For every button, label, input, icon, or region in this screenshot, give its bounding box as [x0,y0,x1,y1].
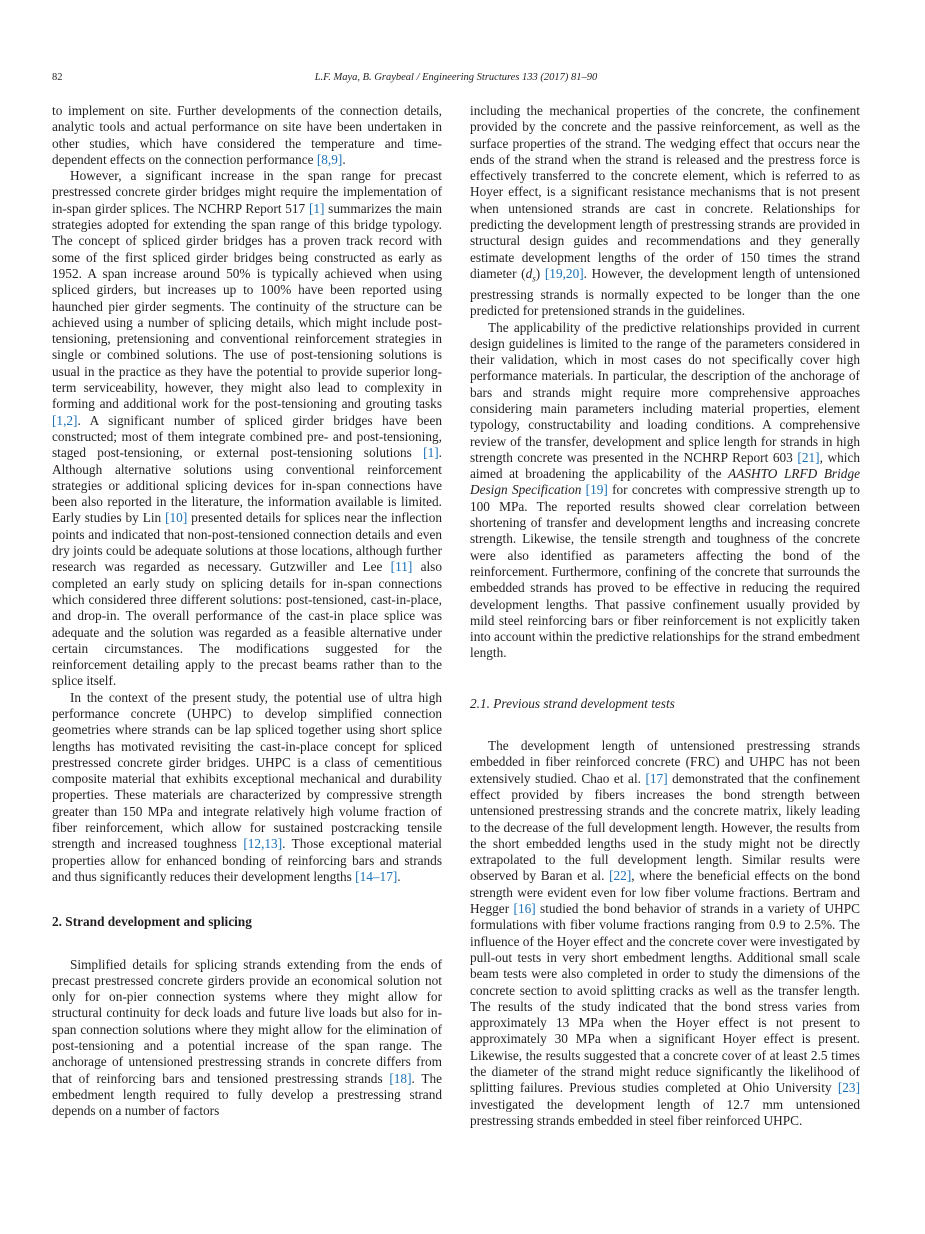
citation-link[interactable]: [22] [609,868,632,884]
paragraph: However, a significant increase in the span range for precast prestressed concrete girder bridges might require the implementation of in-span girder splices. The NCHRP Report 517 [1] summarizes the main strategies adopted for extending the span range of this bridge typology. The concept of spliced girder bridges has a proven track record with some of the first spliced girder bridges being constructed as early as 1952. A span increase around 50% is typically achieved when using spliced girders, but increases up to 100% have been reported using haunched pier girder segments. The continuity of the structure can be achieved using a number of splicing details, which might include post-tensioning, pretensioning and conventional reinforcement strategies in single or combined solutions. The use of post-tensioning solutions is usual in the practice as they have the potential to provide superior long-term serviceability, however, they might also lead to complexity in forming and additional work for the post-tensioning and grouting tasks [1,2]. A significant number of spliced girder bridges have been constructed; most of them integrate combined pre- and post-tensioning, staged post-tensioning, or external post-tensioning solutions [1]. Although alternative solutions using conventional reinforcement strategies or additional splicing devices for in-span connections have been also reported in the literature, the information available is limited. Early studies by Lin [10] presented details for splices near the inflection points and indicated that non-post-tensioned connection details and even dry joints could be adequate solutions at those locations, although further research was regarded as necessary. Gutzwiller and Lee [11] also completed an early study on splicing details for in-span connections which considered three different solutions: post-tensioned, cast-in-place, and drop-in. The overall performance of the cast-in place splice was adequate and the solution was regarded as a feasible alternative under certain circumstances. The modifications suggested for the reinforcement detailing apply to the precast beams rather than to the splice itself. [52,168,443,689]
paragraph: including the mechanical properties of the concrete, the confinement provided by the concrete and the passive reinforcement, as well as the surface properties of the strand. The wedging effect that occurs near the ends of the strand when the strand is released and the prestress force is effectively transferred to the concrete element, which is referred to as Hoyer effect, is a significant resistance mechanisms that is not present when untensioned strands are cast in concrete. Relationships for predicting the development length of prestressing strands are provided in structural design guides and recommendations and they generally estimate development lengths of the order of 150 times the strand diameter $(d_s)$ [19,20]. However, the development length of untensioned prestressing strands is normally expected to be longer than the one predicted for pretensioned strands in the guidelines. [470,103,860,319]
paragraph: The applicability of the predictive relationships provided in current design guidelines is limited to the range of the parameters considered in their validation, which in most cases do not specifically cover high performance materials. In particular, the description of the anchorage of bars and strands might require more comprehensive approaches considering main parameters including material properties, element typology, constructability and loading conditions. A comprehensive review of the transfer, development and splice length for strands in high strength concrete was presented in the NCHRP Report 603 [21], which aimed at broadening the applicability of the AASHTO LRFD Bridge Design Specification [19] for concretes with compressive strength up to 100 MPa. The reported results showed clear correlation between shortening of transfer and development lengths and increasing concrete strength. Likewise, the tensile strength and toughness of the concrete were also identified as parameters affecting the bond of the reinforcement. Furthermore, confining of the concrete that surrounds the embedded strands has proved to be effective in reducing the required development lengths. That passive confinement usually provided by mild steel reinforcing bars or fiber reinforcement is not explicitly taken into account within the predictive relationships for the strand embedment length. [470,319,861,661]
citation-link[interactable]: [1] [423,445,439,461]
citation-link[interactable]: [1,2] [52,412,78,428]
paragraph: to implement on site. Further developments of the connection details, analytic tools and actual performance on site have been undertaken in other studies, which have considered the temperature and time-dependent effects on the connection performance [8,9]. [52,103,442,167]
citation-link[interactable]: [23] [837,1080,860,1096]
citation-link[interactable]: [19] [585,482,608,498]
paragraph: The development length of untensioned prestressing strands embedded in fiber reinforced concrete (FRC) and UHPC has not been extensively studied. Chao et al. [17] demonstrated that the confinement effect provided by fibers increases the bond strength between untensioned prestressing strands and the concrete matrix, likely leading to the decrease of the full development length. However, the results from the short embedded lengths used in the study might not be directly extrapolated to the full development length. Similar results were observed by Baran et al. [22], where the beneficial effects on the bond strength were evident even for low fiber volume fractions. Bertram and Hegger [16] studied the bond behavior of strands in a variety of UHPC formulations with fiber volume fractions ranging from 0.9 to 2.5%. The influence of the Hoyer effect and the concrete cover were investigated by pull-out tests in very short embedment lengths. Additional small scale beam tests were also completed in order to study the dimensions of the concrete section to avoid splitting cracks as well as the transfer length. The results of the study indicated that the bond stress varies from approximately 13 MPa when the Hoyer effect is not present to approximately 30 MPa when a significant Hoyer effect is present. Likewise, the results suggested that a concrete cover of at least 2.5 times the diameter of the strand might reduce significantly the likelihood of splitting failures. Previous studies completed at Ohio University [23] investigated the development length of 12.7 mm untensioned prestressing strands embedded in steel fiber reinforced UHPC. [470,738,861,1128]
citation-link[interactable]: [19,20] [544,265,584,281]
page-header [52,72,860,88]
section-heading: 2. Strand development and splicing [52,914,252,930]
citation-link[interactable]: [12,13] [243,836,283,852]
citation-link[interactable]: [1] [308,200,325,216]
running-title: L.F. Maya, B. Graybeal / Engineering Structures 133 (2017) 81–90 [314,72,598,83]
citation-link[interactable]: [10] [165,510,188,526]
citation-link[interactable]: [11] [390,559,413,575]
right-column [470,103,860,1129]
citation-link[interactable]: [21] [797,449,820,465]
left-column [52,103,442,1120]
citation-link[interactable]: [16] [513,901,536,917]
subsection-heading: 2.1. Previous strand development tests [470,695,675,711]
citation-link[interactable]: [8,9] [316,151,343,167]
citation-link[interactable]: [17] [645,770,668,786]
citation-link[interactable]: [14–17] [355,868,398,884]
paragraph: Simplified details for splicing strands extending from the ends of precast prestressed concrete girders provide an economical solution not only for on-pier connection systems where they might allow for structural continuity for deck loads and future live loads but also for in-span connection solutions where they might allow for the elimination of post-tensioning and a potential increase of the span range. The anchorage of untensioned prestressing strands in concrete differs from that of reinforcing bars and tensioned prestressing strands [18]. The embedment length required to fully develop a prestressing strand depends on a number of factors [52,956,442,1119]
citation-link[interactable]: [18] [389,1070,412,1086]
page-number: 82 [52,72,63,83]
paragraph: In the context of the present study, the potential use of ultra high performance concrete (UHPC) to develop simplified connection geometries where strands can be lap spliced together using short splice lengths has motivated revisiting the cast-in-place concept for spliced prestressed concrete girder bridges. UHPC is a class of cementitious composite material that exhibits exceptional mechanical and durability properties. These materials are characterized by compressive strength greater than 150 MPa and integrate relatively high volume fraction of fiber reinforcement, which allow for sustained postcracking tensile strength and increased toughness [12,13]. Those exceptional material properties allow for enhanced bonding of reinforcing bars and strands and thus significantly reduces their development lengths [14–17]. [52,689,442,884]
